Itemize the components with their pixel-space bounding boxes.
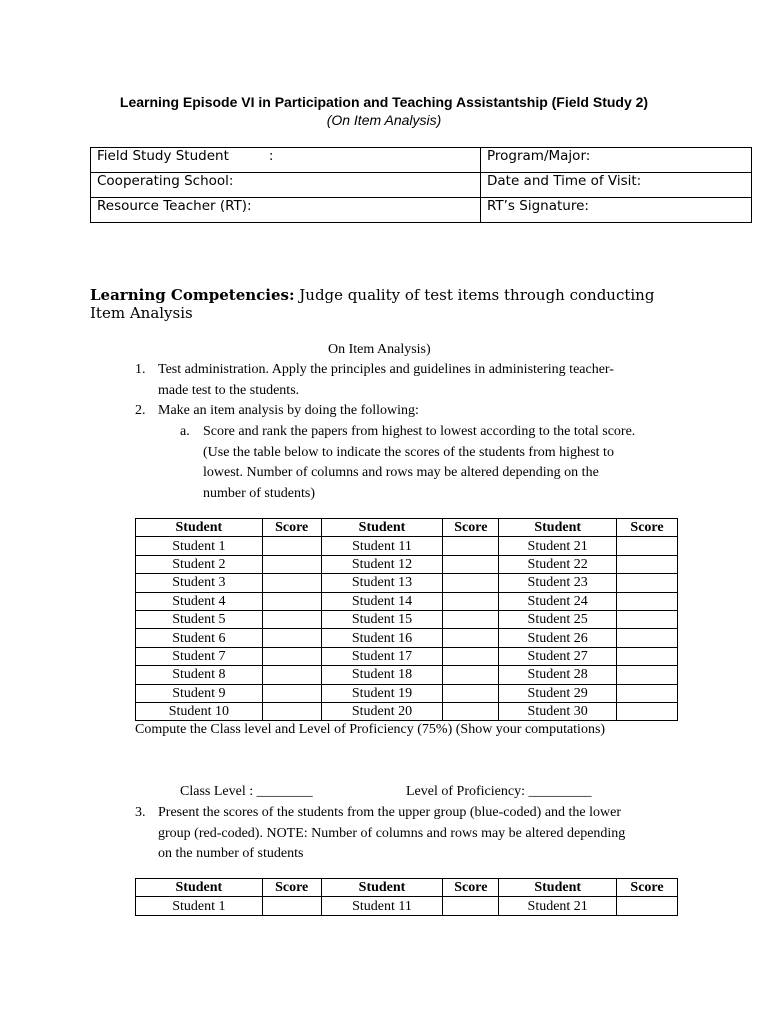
- header-student: Student: [499, 519, 617, 537]
- field-study-student-cell[interactable]: [91, 148, 481, 173]
- student-name-cell: Student 22: [499, 555, 617, 573]
- step-1: [135, 360, 735, 401]
- field-study-student-label: Field Study Student: [97, 148, 229, 164]
- score-cell[interactable]: [617, 629, 678, 647]
- score-table: [135, 518, 678, 721]
- score-cell[interactable]: [443, 555, 499, 573]
- score-cell[interactable]: [262, 537, 321, 555]
- score-cell[interactable]: [617, 897, 678, 915]
- score-cell[interactable]: [617, 684, 678, 702]
- step-3-line: on the number of students: [158, 846, 304, 861]
- compute-instruction: Compute the Class level and Level of Proficiency (75%) (Show your computations): [135, 722, 606, 737]
- score-cell[interactable]: [443, 666, 499, 684]
- header-student: Student: [321, 519, 443, 537]
- step-2a-letter: a.: [180, 424, 190, 439]
- header-student: Student: [136, 519, 263, 537]
- score-table-row: [136, 610, 678, 628]
- student-name-cell: Student 11: [321, 897, 443, 915]
- student-name-cell: Student 20: [321, 702, 443, 720]
- info-row: [91, 173, 752, 198]
- step-2-number: 2.: [135, 403, 146, 418]
- score-table-row: [136, 684, 678, 702]
- rt-signature-cell[interactable]: [481, 198, 752, 223]
- header-score: Score: [443, 879, 499, 897]
- student-name-cell: Student 21: [499, 897, 617, 915]
- score-cell[interactable]: [443, 629, 499, 647]
- student-name-cell: Student 30: [499, 702, 617, 720]
- score-table-row: [136, 702, 678, 720]
- step-3-line: Present the scores of the students from the upper group (blue-coded) and the lower: [158, 805, 622, 820]
- learning-competencies: [90, 286, 690, 322]
- score-cell[interactable]: [443, 610, 499, 628]
- score-cell[interactable]: [443, 702, 499, 720]
- date-time-visit-label: Date and Time of Visit:: [487, 173, 642, 189]
- score-cell[interactable]: [617, 647, 678, 665]
- score-table-row: [136, 666, 678, 684]
- info-table: [90, 147, 752, 223]
- header-student: Student: [499, 879, 617, 897]
- student-name-cell: Student 24: [499, 592, 617, 610]
- score-cell[interactable]: [443, 897, 499, 915]
- group-table-row: [136, 897, 678, 915]
- student-name-cell: Student 16: [321, 629, 443, 647]
- step-3-number: 3.: [135, 805, 146, 820]
- student-name-cell: Student 5: [136, 610, 263, 628]
- student-name-cell: Student 8: [136, 666, 263, 684]
- section-title: On Item Analysis): [328, 342, 431, 357]
- step-3-line: group (red-coded). NOTE: Number of columns and rows may be altered depending: [158, 825, 626, 841]
- header-student: Student: [136, 879, 263, 897]
- student-name-cell: Student 29: [499, 684, 617, 702]
- student-name-cell: Student 14: [321, 592, 443, 610]
- group-table: [135, 878, 678, 916]
- score-table-row: [136, 629, 678, 647]
- cooperating-school-label: Cooperating School:: [97, 173, 234, 189]
- step-2a-line: (Use the table below to indicate the scores of the students from highest to: [203, 444, 614, 460]
- program-major-label: Program/Major:: [487, 148, 591, 164]
- competency-text: Judge quality of test items through conducting Item Analysis: [90, 286, 655, 322]
- student-name-cell: Student 13: [321, 574, 443, 592]
- score-cell[interactable]: [443, 684, 499, 702]
- student-name-cell: Student 26: [499, 629, 617, 647]
- student-name-cell: Student 9: [136, 684, 263, 702]
- step-2a-line: lowest. Number of columns and rows may be altered depending on the: [203, 465, 599, 480]
- student-name-cell: Student 1: [136, 537, 263, 555]
- score-table-row: [136, 574, 678, 592]
- header-student: Student: [321, 879, 443, 897]
- score-table-row: [136, 647, 678, 665]
- group-table-header-row: [136, 879, 678, 897]
- program-major-cell[interactable]: [481, 148, 752, 173]
- step-2a: [180, 422, 700, 504]
- score-cell[interactable]: [262, 897, 321, 915]
- score-table-header-row: [136, 519, 678, 537]
- step-2a-line: Score and rank the papers from highest to lowest according to the total score.: [203, 424, 636, 439]
- student-name-cell: Student 15: [321, 610, 443, 628]
- header-score: Score: [443, 519, 499, 537]
- student-name-cell: Student 10: [136, 702, 263, 720]
- student-name-cell: Student 11: [321, 537, 443, 555]
- student-name-cell: Student 25: [499, 610, 617, 628]
- score-cell[interactable]: [262, 574, 321, 592]
- step-2: [135, 401, 735, 422]
- score-cell[interactable]: [443, 592, 499, 610]
- student-name-cell: Student 2: [136, 555, 263, 573]
- document-subtitle: (On Item Analysis): [326, 112, 442, 128]
- student-name-cell: Student 19: [321, 684, 443, 702]
- student-name-cell: Student 12: [321, 555, 443, 573]
- score-table-row: [136, 555, 678, 573]
- score-cell[interactable]: [262, 702, 321, 720]
- resource-teacher-label: Resource Teacher (RT):: [97, 198, 252, 214]
- score-cell[interactable]: [443, 537, 499, 555]
- score-table-row: [136, 592, 678, 610]
- header-score: Score: [262, 519, 321, 537]
- step-2a-line: number of students): [203, 485, 315, 501]
- score-table-row: [136, 537, 678, 555]
- score-cell[interactable]: [617, 574, 678, 592]
- step-1-line-1: Test administration. Apply the principles and guidelines in administering teacher-: [158, 362, 614, 377]
- student-name-cell: Student 4: [136, 592, 263, 610]
- student-name-cell: Student 21: [499, 537, 617, 555]
- score-cell[interactable]: [262, 684, 321, 702]
- score-cell[interactable]: [617, 610, 678, 628]
- class-level-field[interactable]: Class Level : ________: [180, 784, 313, 799]
- step-1-line-2: made test to the students.: [158, 382, 300, 398]
- info-row: [91, 148, 752, 173]
- rt-signature-label: RT’s Signature:: [487, 198, 589, 214]
- field-study-student-colon: :: [268, 148, 274, 164]
- step-2-text: Make an item analysis by doing the following:: [158, 403, 419, 418]
- score-cell[interactable]: [262, 592, 321, 610]
- step-1-number: 1.: [135, 362, 146, 377]
- score-cell[interactable]: [443, 647, 499, 665]
- step-3: [135, 803, 735, 865]
- student-name-cell: Student 18: [321, 666, 443, 684]
- score-cell[interactable]: [262, 666, 321, 684]
- student-name-cell: Student 17: [321, 647, 443, 665]
- score-cell[interactable]: [262, 555, 321, 573]
- score-cell[interactable]: [617, 592, 678, 610]
- student-name-cell: Student 27: [499, 647, 617, 665]
- header-score: Score: [617, 519, 678, 537]
- document-title: Learning Episode VI in Participation and Teaching Assistantship (Field Study 2): [119, 94, 649, 110]
- score-cell[interactable]: [262, 647, 321, 665]
- student-name-cell: Student 23: [499, 574, 617, 592]
- score-cell[interactable]: [617, 666, 678, 684]
- resource-teacher-cell[interactable]: [91, 198, 481, 223]
- score-cell[interactable]: [443, 574, 499, 592]
- info-row: [91, 198, 752, 223]
- level-of-proficiency-field[interactable]: Level of Proficiency: _________: [406, 784, 592, 799]
- header-score: Score: [617, 879, 678, 897]
- score-cell[interactable]: [617, 537, 678, 555]
- competency-label: Learning Competencies:: [90, 286, 295, 304]
- student-name-cell: Student 28: [499, 666, 617, 684]
- score-cell[interactable]: [617, 555, 678, 573]
- header-score: Score: [262, 879, 321, 897]
- date-time-visit-cell[interactable]: [481, 173, 752, 198]
- score-cell[interactable]: [262, 629, 321, 647]
- student-name-cell: Student 7: [136, 647, 263, 665]
- score-cell[interactable]: [617, 702, 678, 720]
- student-name-cell: Student 6: [136, 629, 263, 647]
- student-name-cell: Student 3: [136, 574, 263, 592]
- score-cell[interactable]: [262, 610, 321, 628]
- student-name-cell: Student 1: [136, 897, 263, 915]
- cooperating-school-cell[interactable]: [91, 173, 481, 198]
